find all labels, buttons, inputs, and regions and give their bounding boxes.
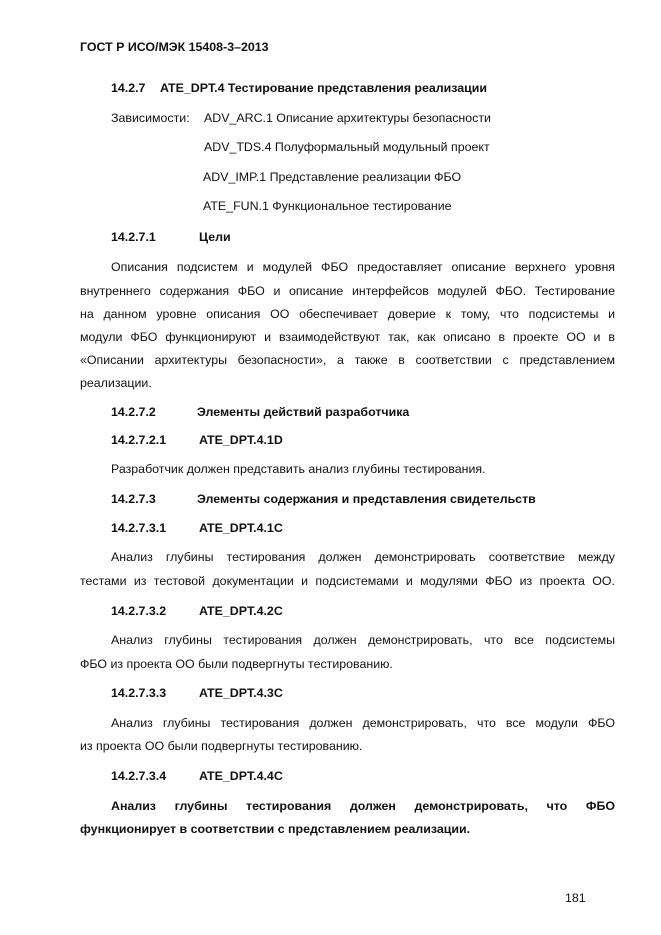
section-number: 14.2.7 — [111, 81, 146, 95]
objectives-title: Цели — [199, 230, 231, 244]
paragraph-line: функционирует в соответствии с представлением реализации. — [80, 822, 471, 836]
element-id: ATE_DPT.4.2C — [199, 604, 283, 618]
section-title: ATE_DPT.4 Тестирование представления реализации — [160, 81, 488, 95]
paragraph-line: ФБО из проекта ОО были подвергнуты тестированию. — [80, 657, 393, 671]
developer-elements-number: 14.2.7.2 — [111, 405, 156, 419]
element-number: 14.2.7.3.2 — [111, 604, 167, 618]
paragraph-line: Анализ глубины тестирования должен демонстрировать, что ФБО — [111, 799, 615, 813]
paragraph-line: Анализ глубины тестирования должен демонстрировать соответствие между — [111, 550, 615, 564]
developer-elements-title: Элементы действий разработчика — [197, 405, 410, 419]
dependencies-label: Зависимости: — [111, 111, 190, 125]
dependency-item: ADV_TDS.4 Полуформальный модульный проект — [204, 140, 490, 154]
document-header: ГОСТ Р ИСО/МЭК 15408-3–2013 — [80, 40, 269, 54]
paragraph-line: модули ФБО функционируют и взаимодействуют так, как описано в проекте ОО и в — [80, 330, 615, 344]
paragraph-line: внутреннего содержания ФБО и описание интерфейсов модулей ФБО. Тестирование — [80, 284, 615, 298]
paragraph-line: Описания подсистем и модулей ФБО предоставляет описание верхнего уровня — [111, 260, 615, 274]
dependency-item: ADV_ARC.1 Описание архитектуры безопасности — [204, 111, 491, 125]
paragraph-line: Анализ глубины тестирования должен демонстрировать, что все модули ФБО — [111, 716, 615, 730]
element-id: ATE_DPT.4.1D — [199, 433, 283, 447]
element-id: ATE_DPT.4.4C — [199, 769, 283, 783]
paragraph-line: на данном уровне описания ОО обеспечивает доверие к тому, что подсистемы и — [80, 307, 615, 321]
paragraph-line: «Описании архитектуры безопасности», а также в соответствии с представлением — [80, 353, 615, 367]
element-number: 14.2.7.3.4 — [111, 769, 167, 783]
paragraph-line: Анализ глубины тестирования должен демонстрировать, что все подсистемы — [111, 633, 615, 647]
element-text: Разработчик должен представить анализ глубины тестирования. — [111, 462, 486, 476]
paragraph-line: из проекта ОО были подвергнуты тестированию. — [80, 739, 363, 753]
element-number: 14.2.7.3.3 — [111, 686, 167, 700]
paragraph-line: реализации. — [80, 376, 152, 390]
element-id: ATE_DPT.4.1C — [199, 521, 283, 535]
element-number: 14.2.7.2.1 — [111, 433, 167, 447]
content-elements-title: Элементы содержания и представления свидетельств — [197, 492, 536, 506]
page-number: 181 — [565, 891, 586, 905]
paragraph-line: тестами из тестовой документации и подсистемами и модулями ФБО из проекта ОО. — [80, 574, 615, 588]
element-id: ATE_DPT.4.3C — [199, 686, 283, 700]
dependency-item: ATE_FUN.1 Функциональное тестирование — [203, 199, 452, 213]
objectives-number: 14.2.7.1 — [111, 230, 156, 244]
content-elements-number: 14.2.7.3 — [111, 492, 156, 506]
dependency-item: ADV_IMP.1 Представление реализации ФБО — [203, 170, 462, 184]
element-number: 14.2.7.3.1 — [111, 521, 167, 535]
